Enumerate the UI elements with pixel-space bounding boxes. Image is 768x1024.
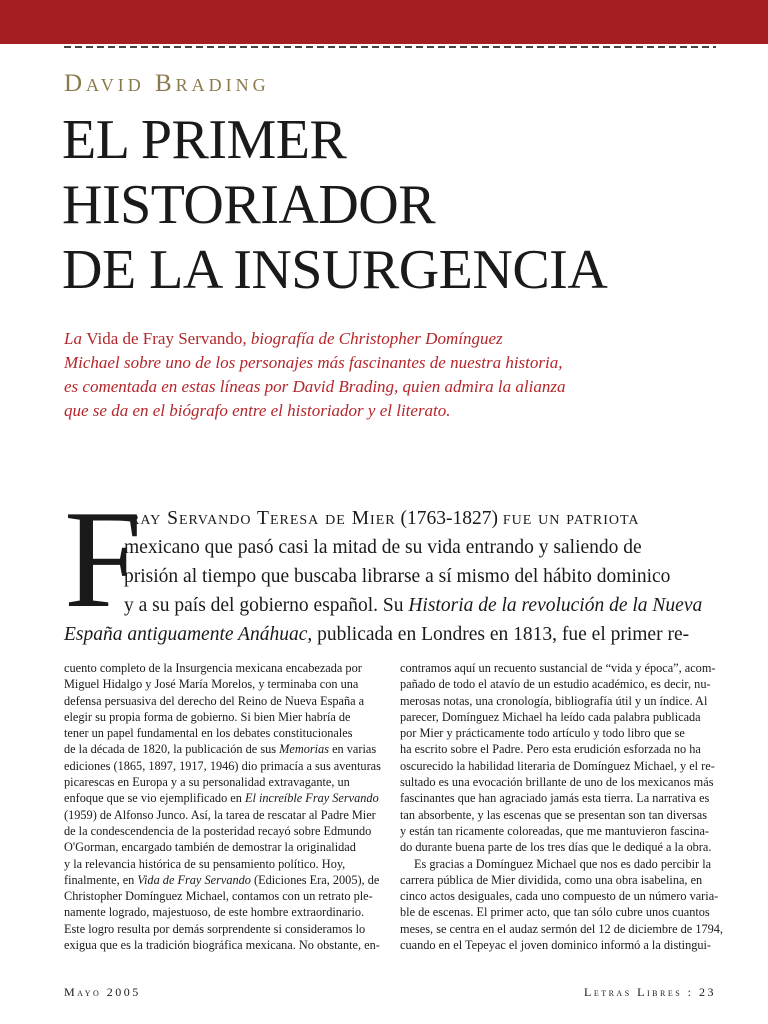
lead-line: prisión al tiempo que buscaba librarse a sí mismo del hábito dominico (124, 566, 671, 587)
deck-line: La Vida de Fray Servando, biografía de Christopher Domínguez (64, 329, 503, 348)
deck-line: que se da en el biógrafo entre el historiador y el literato. (64, 401, 451, 420)
body-line: elegir su propia forma de gobierno. Si bien Mier habría de (64, 709, 351, 724)
body-line: enfoque que se vio ejemplificado en El increíble Fray Servando (64, 791, 379, 806)
top-color-bar (0, 0, 768, 44)
body-line: (1959) de Alfonso Junco. Así, la tarea de rescatar al Padre Mier (64, 807, 376, 822)
drop-cap: F (64, 482, 142, 637)
body-line: ediciones (1865, 1897, 1917, 1946) dio primacía a sus aventuras (64, 758, 381, 773)
body-line: ble de escenas. El primer acto, que tan sólo cubre unos cuantos (400, 905, 710, 920)
body-column-left (64, 660, 379, 953)
lead-line: España antiguamente Anáhuac, publicada en Londres en 1813, fue el primer re- (64, 624, 690, 645)
body-line: cuando en el Tepeyac el joven dominico informó a la distingui- (400, 938, 712, 953)
body-line: picarescas en Europa y a su personalidad extravagante, un (64, 775, 350, 790)
body-line: defensa persuasiva del derecho del Reino de Nueva España a (64, 693, 365, 708)
body-line: carrera pública de Mier dividida, como una obra isabelina, en (400, 872, 703, 887)
article-title (62, 108, 607, 303)
dashed-rule (64, 46, 716, 50)
footer-date: Mayo 2005 (64, 985, 141, 999)
body-line: y están tan ricamente coloreadas, que me mantuvieron fascina- (400, 823, 709, 838)
body-line: y la relevancia histórica de su pensamiento político. Hoy, (64, 856, 346, 871)
body-line: oscurecido la habilidad literaria de Domínguez Michael, y el re- (400, 758, 715, 773)
body-line: parecer, Domínguez Michael ha leído cada palabra publicada (400, 709, 701, 724)
body-line: merosas notas, una cronología, bibliografía útil y un índice. Al (400, 693, 708, 708)
body-line: tener un papel fundamental en los debates constitucionales (64, 726, 353, 741)
body-line: cinco actos desiguales, cada uno compuesto de un número varia- (400, 889, 719, 904)
body-line: cuento completo de la Insurgencia mexicana encabezada por (64, 661, 362, 675)
body-line: meses, se centra en el audaz sermón del 12 de diciembre de 1794, (400, 921, 724, 936)
deck-line: Michael sobre uno de los personajes más fascinantes de nuestra historia, (64, 353, 563, 372)
body-line: contramos aquí un recuento sustancial de “vida y época”, acom- (400, 661, 716, 675)
body-line: namente logrado, majestuoso, de este hombre extraordinario. (64, 905, 365, 920)
body-line: Christopher Domínguez Michael, contamos con un retrato ple- (64, 889, 373, 904)
body-line: Miguel Hidalgo y José María Morelos, y terminaba con una (64, 677, 359, 692)
body-line: pañado de todo el atavío de un estudio académico, es decir, nu- (400, 677, 711, 692)
body-line: tan absorbente, y las escenas que se presentan son tan diversas (400, 807, 707, 822)
body-line: Este logro resulta por demás sorprendente si consideramos lo (64, 921, 366, 936)
body-line: exigua que es la tradición biográfica mexicana. No obstante, en- (64, 938, 380, 953)
body-line: Es gracias a Domínguez Michael que nos es dado percibir la (414, 856, 712, 871)
deck-line: es comentada en estas líneas por David Brading, quien admira la alianza (64, 377, 566, 396)
body-line: de la década de 1820, la publicación de sus Memorias en varias (64, 742, 377, 757)
body-line: por Mier y prácticamente todo artículo y todo libro que se (400, 726, 685, 741)
author-name: David Brading (64, 70, 270, 97)
footer-page-number: Letras Libres : 23 (583, 985, 716, 999)
body-line: de la condescendencia de la posteridad recayó sobre Edmundo (64, 823, 372, 838)
lead-line: y a su país del gobierno español. Su Historia de la revolución de la Nueva (124, 595, 703, 616)
title-line: EL PRIMER (62, 109, 347, 171)
body-line: finalmente, en Vida de Fray Servando (Ediciones Era, 2005), de (64, 872, 380, 887)
body-line: do durante buena parte de los tres días que le dediqué a la obra. (400, 840, 712, 855)
lead-line: ray Servando Teresa de Mier (1763-1827) fue un patriota (130, 508, 640, 529)
title-line: DE LA INSURGENCIA (62, 239, 608, 301)
body-line: sultado es una evocación brillante de uno de los mexicanos más (400, 775, 714, 790)
body-column-right (400, 660, 724, 953)
title-line: HISTORIADOR (62, 174, 436, 236)
lead-line: mexicano que pasó casi la mitad de su vida entrando y saliendo de (124, 537, 642, 558)
article-deck (64, 327, 674, 423)
body-line: O'Gorman, encargado también de demostrar la originalidad (64, 840, 356, 855)
body-line: fascinantes que han agraciado jamás esta tierra. La narrativa es (400, 791, 710, 806)
body-line: ha escrito sobre el Padre. Pero esta erudición esforzada no ha (400, 742, 701, 757)
